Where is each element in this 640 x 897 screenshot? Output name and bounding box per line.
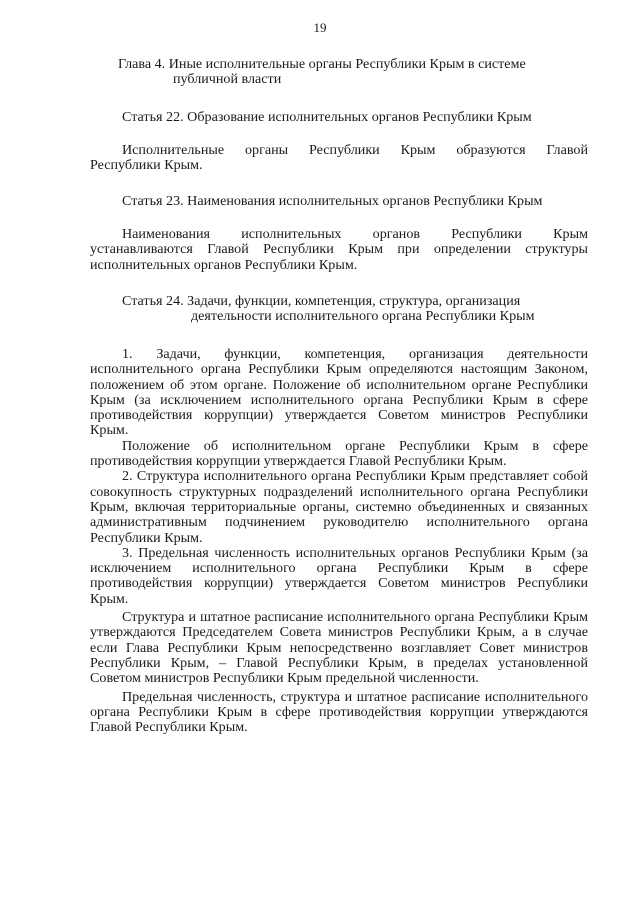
article-24-p1-line1: 1. Задачи, функции, компетенция, организация деятельности (122, 346, 588, 362)
article-24-p6: Предельная численность, структура и штатное расписание исполнительного органа Республики Крым в сфере противодействия коррупции утверждаются Главой Республики Крым. (90, 688, 588, 736)
article-23-text-line2: устанавливаются Главой Республики Крым при определении структуры (90, 241, 588, 258)
article-22-text-line2: Республики Крым. (90, 157, 203, 174)
article-24-heading-line1: Статья 24. Задачи, функции, компетенция, структура, организация (122, 293, 521, 309)
chapter-title (90, 57, 588, 88)
article-23-text-line1: Наименования исполнительных органов Республики Крым (122, 226, 588, 242)
article-23-text (90, 227, 588, 273)
article-22-text (90, 143, 588, 174)
chapter-title-line1: Глава 4. Иные исполнительные органы Республики Крым в системе (118, 56, 526, 72)
article-24-p3: 2. Структура исполнительного органа Республики Крым представляет собой совокупность структурных подразделений исполнительного органа Республики Крым, включая территориальные органы, системно объединенных и связанных административным подчинением руководителю исполнительного органа Республики Крым. (90, 468, 588, 546)
article-24-p5: Структура и штатное расписание исполнительного органа Республики Крым утверждаются Председателем Совета министров Республики Крым, а в случае если Глава Республики Крым непосредственно возглавляет Совет министров Республики Крым, – Главой Республики Крым, в пределах установленной Советом министров Республики Крым предельной численности. (90, 609, 588, 687)
article-24-p1-rest: исполнительного органа Республики Крым определяются настоящим Законом, положением об этом органе. Положение об исполнительном органе Республики Крым (за исключением исполнительного органа Республики Крым в сфере противодействия коррупции) утверждается Советом министров Республики Крым. (90, 361, 588, 439)
article-23-heading: Статья 23. Наименования исполнительных органов Республики Крым (122, 193, 543, 209)
article-24-p4: 3. Предельная численность исполнительных органов Республики Крым (за исключением исполнительного органа Республики Крым в сфере противодействия коррупции) утверждается Советом министров Республики Крым. (90, 544, 588, 607)
page-number: 19 (313, 20, 327, 35)
article-24-p2: Положение об исполнительном органе Республики Крым в сфере противодействия коррупции утверждается Главой Республики Крым. (90, 437, 588, 470)
article-22-text-line1: Исполнительные органы Республики Крым образуются Главой (122, 142, 588, 158)
article-23-text-line3: исполнительных органов Республики Крым. (90, 256, 358, 273)
article-24-heading (90, 294, 588, 325)
article-24-heading-line2: деятельности исполнительного органа Республики Крым (191, 308, 535, 325)
article-24-body (90, 347, 588, 735)
chapter-title-line2: публичной власти (173, 71, 282, 88)
article-22-heading: Статья 22. Образование исполнительных органов Республики Крым (122, 109, 532, 125)
